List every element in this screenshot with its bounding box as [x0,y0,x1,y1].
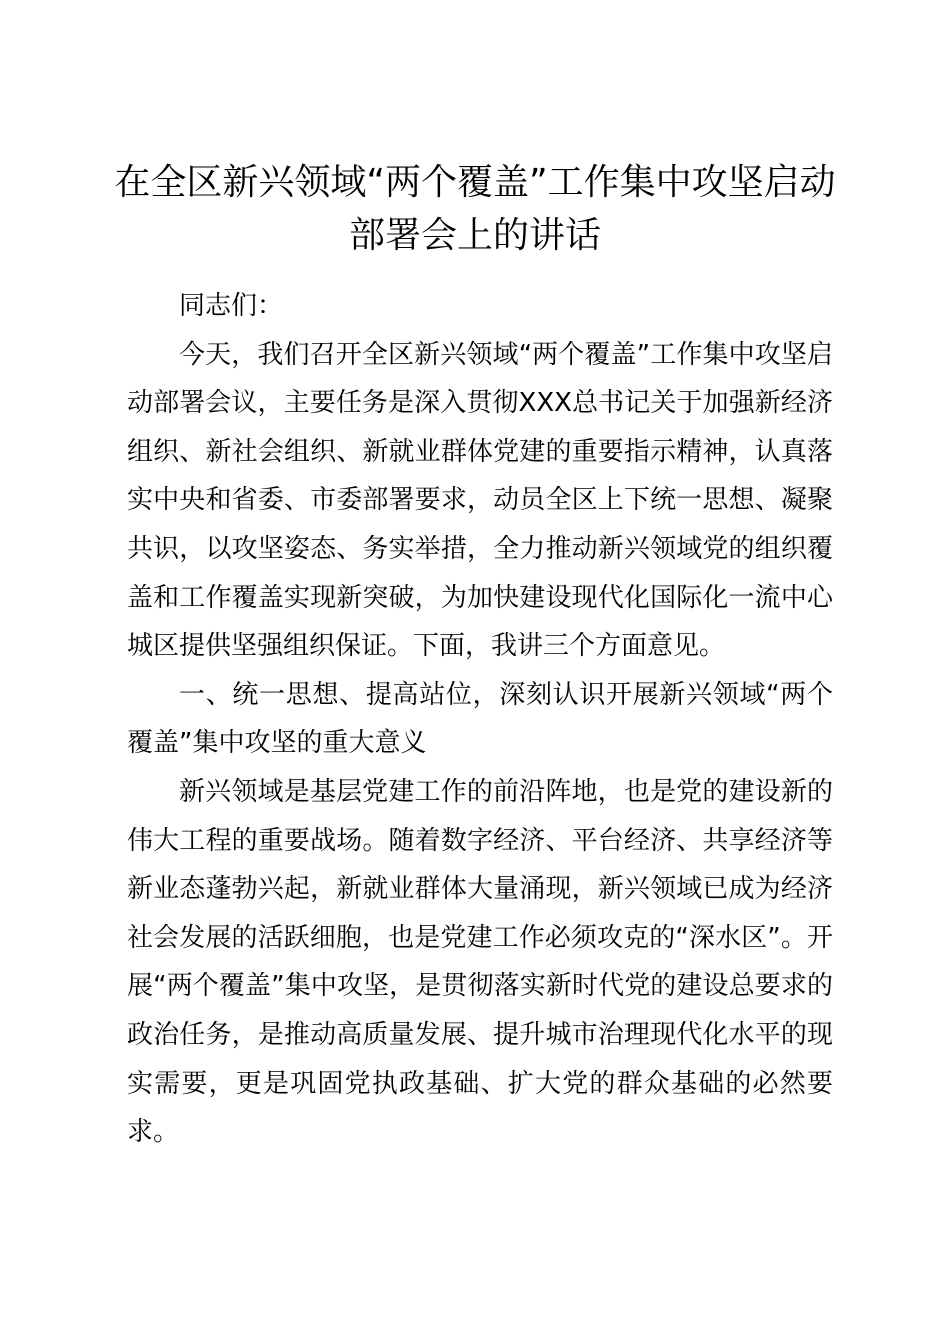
document-title: 在全区新兴领域“两个覆盖”工作集中攻坚启动部署会上的讲话 [114,162,836,256]
paragraph-section-1: 新兴领域是基层党建工作的前沿阵地，也是党的建设新的伟大工程的重要战场。随着数字经济、平台经济、共享经济等新业态蓬勃兴起，新就业群体大量涌现，新兴领域已成为经济社会发展的活跃细胞，也是党建工作必须攻克的“深水区”。开展“两个覆盖”集中攻坚，是贯彻落实新时代党的建设总要求的政治任务，是推动高质量发展、提升城市治理现代化水平的现实需要，更是巩固党执政基础、扩大党的群众基础的必然要求。 [127,776,833,1148]
paragraph-intro: 今天，我们召开全区新兴领域“两个覆盖”工作集中攻坚启动部署会议，主要任务是深入贯彻XXX总书记关于加强新经济组织、新社会组织、新就业群体党建的重要指示精神，认真落实中央和省委、市委部署要求，动员全区上下统一思想、凝聚共识，以攻坚姿态、务实举措，全力推动新兴领域党的组织覆盖和工作覆盖实现新突破，为加快建设现代化国际化一流中心城区提供坚强组织保证。下面，我讲三个方面意见。 [127,339,833,662]
document-body [127,282,833,1157]
section-heading-1: 一、统一思想、提高站位，深刻认识开展新兴领域“两个覆盖”集中攻坚的重大意义 [127,679,833,759]
salutation: 同志们： [179,291,284,321]
